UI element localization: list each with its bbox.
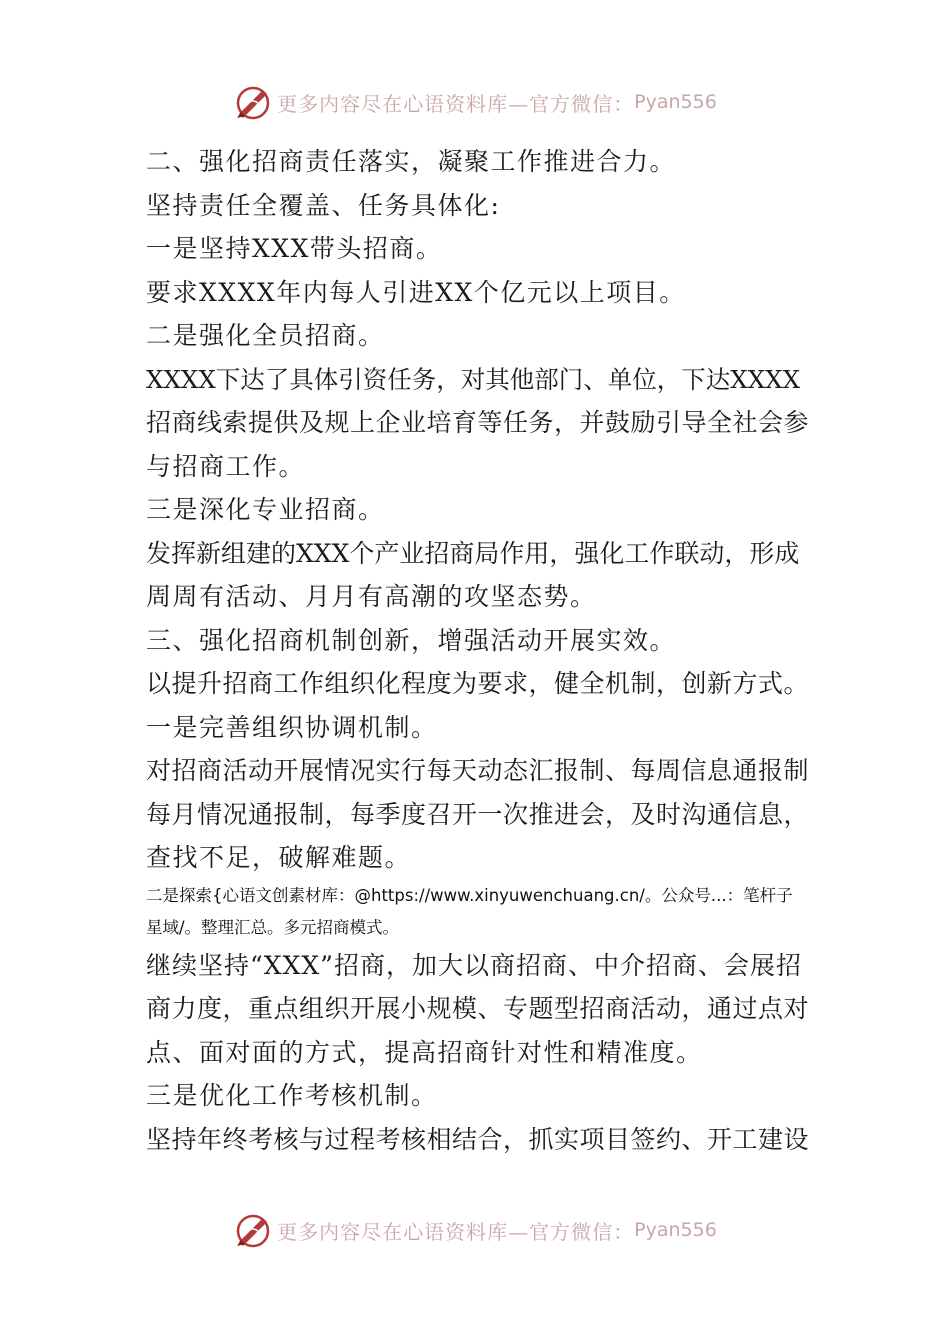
paragraph-line: 以提升招商工作组织化程度为要求，健全机制，创新方式。 (146, 669, 810, 698)
paragraph-line: 与招商工作。 (146, 451, 306, 481)
pen-circle-logo-icon (233, 82, 273, 122)
source-note-line: 星域/。整理汇总。多元招商模式。 (146, 917, 400, 937)
paragraph-line: 周周有活动、月月有高潮的攻坚态势。 (146, 582, 597, 611)
paragraph-line: 对招商活动开展情况实行每天动态汇报制、每周信息通报制 (146, 756, 810, 785)
footer-banner (0, 1208, 950, 1252)
document-body (146, 140, 811, 1161)
pen-circle-logo-icon (233, 1210, 273, 1250)
paragraph-line: 查找不足，破解难题。 (146, 843, 412, 872)
section-heading: 二、强化招商责任落实，凝聚工作推进合力。 (146, 147, 677, 176)
banner-wechat-id: Pyan556 (634, 1219, 717, 1241)
subheading: 三是优化工作考核机制。 (146, 1081, 438, 1110)
subheading: 三是深化专业招商。 (146, 495, 385, 524)
subheading: 一是完善组织协调机制。 (146, 712, 438, 742)
paragraph-line: 坚持年终考核与过程考核相结合，抓实项目签约、开工建设 (146, 1124, 810, 1154)
banner-wechat-id: Pyan556 (634, 91, 717, 113)
subheading: 一是坚持XXX带头招商。 (146, 234, 443, 263)
paragraph-line: 坚持责任全覆盖、任务具体化: (146, 190, 501, 220)
subheading: 二是强化全员招商。 (146, 321, 385, 350)
banner-text: 更多内容尽在心语资料库—官方微信： (277, 1219, 635, 1244)
header-banner (0, 80, 950, 124)
paragraph-line: 发挥新组建的XXX个产业招商局作用，强化工作联动，形成 (146, 538, 800, 568)
paragraph-line: 继续坚持“XXX”招商，加大以商招商、中介招商、会展招 (146, 950, 802, 980)
paragraph-line: XXXX下达了具体引资任务，对其他部门、单位，下达XXXX (146, 364, 801, 394)
paragraph-line: 招商线索提供及规上企业培育等任务，并鼓励引导全社会参 (146, 408, 810, 437)
paragraph-line: 每月情况通报制，每季度召开一次推进会，及时沟通信息， (146, 799, 810, 829)
paragraph-line: 点、面对面的方式，提高招商针对性和精准度。 (146, 1037, 703, 1067)
source-note-line: 二是探索{心语文创素材库：@https://www.xinyuwenchuang.cn/。公众号...：笔杆子 (146, 885, 793, 905)
paragraph-line: 商力度，重点组织开展小规模、专题型招商活动，通过点对 (146, 994, 810, 1023)
paragraph-line: 要求XXXX年内每人引进XX个亿元以上项目。 (146, 277, 686, 307)
section-heading: 三、强化招商机制创新，增强活动开展实效。 (146, 625, 677, 655)
banner-text: 更多内容尽在心语资料库—官方微信： (277, 91, 635, 116)
